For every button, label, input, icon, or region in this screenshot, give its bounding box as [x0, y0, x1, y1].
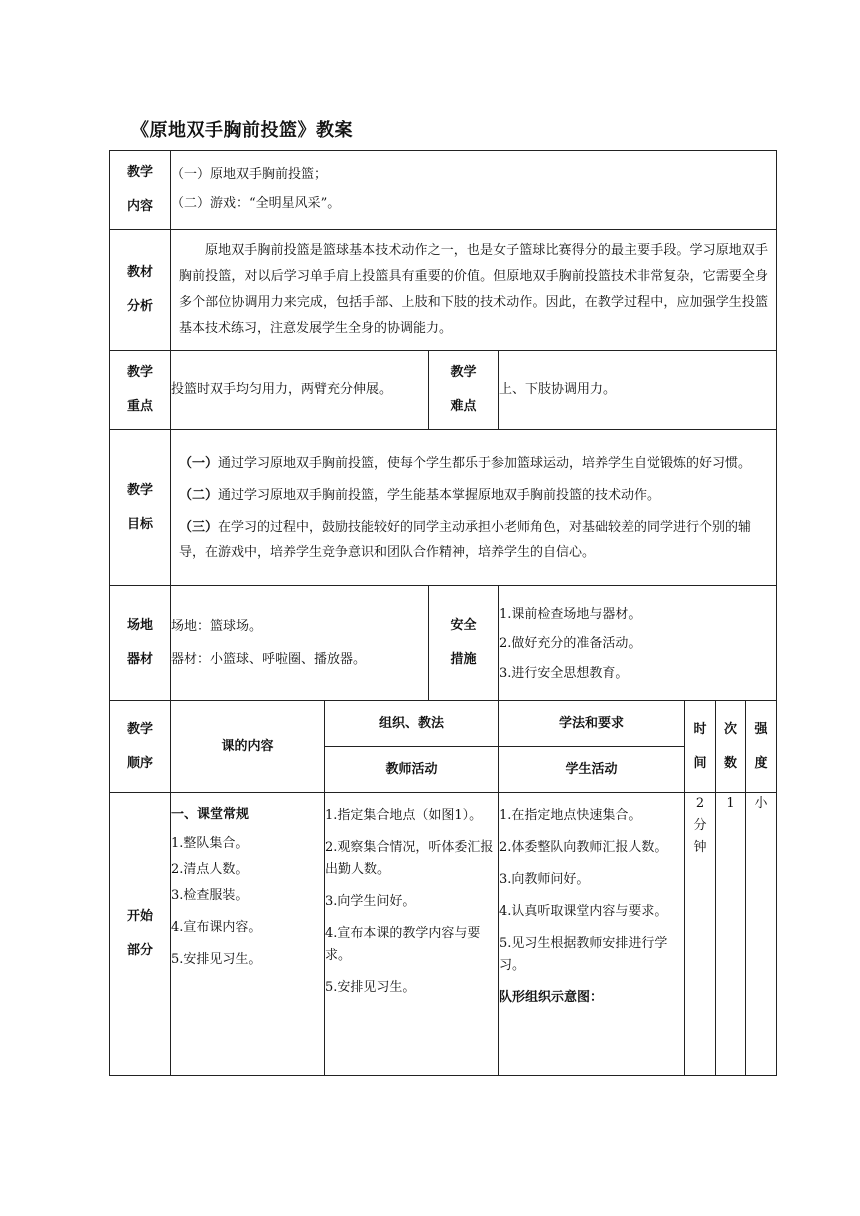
teacher-activity-list [325, 805, 498, 999]
venue-equipment: 器材：小篮球、呼啦圈、播放器。 [171, 652, 367, 667]
list-item: 1.在指定地点快速集合。 [499, 808, 642, 823]
key-points-text: 投篮时双手均匀用力，两臂充分伸展。 [171, 351, 429, 430]
row-analysis [110, 230, 777, 351]
row-order-header [110, 701, 777, 747]
row-start-section [110, 793, 777, 1076]
page-title: 《原地双手胸前投篮》教案 [131, 120, 353, 141]
safety-item: 1.课前检查场地与器材。 [499, 606, 642, 622]
goal-item: （一）通过学习原地双手胸前投篮，使每个学生都乐于参加篮球运动，培养学生自觉锻炼的好习惯。 [179, 455, 752, 471]
order-label: 教学 顺序 [110, 701, 171, 793]
list-item: 3.向学生问好。 [325, 894, 416, 909]
list-item: 2.清点人数。 [171, 861, 249, 877]
lesson-content-header: 课的内容 [171, 701, 325, 793]
row-key-points [110, 351, 777, 430]
analysis-text: 原地双手胸前投篮是篮球基本技术动作之一，也是女子篮球比赛得分的最主要手段。学习原地双手胸前投篮，对以后学习单手肩上投篮具有重要的价值。但原地双手胸前投篮技术非常复杂，它需要全身多个部位协调用力来完成，包括手部、上肢和下肢的技术动作。因此，在教学过程中，应加强学生投篮基本技术练习，注意发展学生全身的协调能力。 [179, 243, 768, 336]
teacher-activity-cell [325, 793, 499, 1076]
safety-item: 2.做好充分的准备活动。 [499, 636, 642, 652]
start-heading: 一、课堂常规 [171, 807, 250, 822]
list-item: 5.安排见习生。 [325, 980, 416, 995]
start-intensity-cell: 小 [746, 793, 777, 1076]
difficulty-label: 教学 难点 [429, 351, 499, 430]
start-time-cell: 2 分 钟 [685, 793, 716, 1076]
row-content [110, 151, 777, 230]
goals-label: 教学 目标 [110, 430, 171, 586]
content-item: （二）游戏：“全明星风采”。 [171, 196, 341, 211]
student-activity-header: 学生活动 [499, 747, 685, 793]
lesson-plan-table [109, 150, 777, 1076]
start-count-cell: 1 [716, 793, 746, 1076]
safety-label: 安全 措施 [429, 586, 499, 701]
content-item: （一）原地双手胸前投篮； [171, 166, 328, 182]
goals-cell [171, 430, 777, 586]
list-item: 4.认真听取课堂内容与要求。 [499, 904, 668, 919]
list-item: 5.见习生根据教师安排进行学习。 [499, 936, 668, 973]
intensity-header: 强 度 [746, 701, 777, 793]
safety-item: 3.进行安全思想教育。 [499, 665, 629, 681]
list-item: 2.体委整队向教师汇报人数。 [499, 840, 668, 855]
list-item: 1.指定集合地点（如图1）。 [325, 808, 483, 823]
content-label: 教学 内容 [110, 151, 171, 230]
row-goals [110, 430, 777, 586]
venue-cell [171, 586, 429, 701]
list-item: 2.观察集合情况，听体委汇报出勤人数。 [325, 840, 494, 877]
list-item: 4.宣布课内容。 [171, 919, 262, 935]
list-item: 5.安排见习生。 [171, 951, 262, 967]
method-header: 学法和要求 [499, 701, 685, 747]
row-venue [110, 586, 777, 701]
difficulty-text: 上、下肢协调用力。 [499, 351, 777, 430]
student-activity-cell [499, 793, 685, 1076]
venue-label: 场地 器材 [110, 586, 171, 701]
start-content-list [171, 833, 324, 971]
venue-site: 场地：篮球场。 [171, 618, 263, 634]
list-item: 3.向教师问好。 [499, 872, 590, 887]
analysis-cell [171, 230, 777, 351]
time-header: 时 间 [685, 701, 716, 793]
formation-label: 队形组织示意图： [499, 990, 604, 1005]
analysis-label: 教材 分析 [110, 230, 171, 351]
list-item: 4.宣布本课的教学内容与要求。 [325, 926, 481, 963]
teacher-activity-header: 教师活动 [325, 747, 499, 793]
count-header: 次 数 [716, 701, 746, 793]
org-header: 组织、教法 [325, 701, 499, 747]
goal-item: （二）通过学习原地双手胸前投篮，学生能基本掌握原地双手胸前投篮的技术动作。 [179, 487, 661, 503]
key-points-label: 教学 重点 [110, 351, 171, 430]
start-content-cell [171, 793, 325, 1076]
goal-item: （三）在学习的过程中，鼓励技能较好的同学主动承担小老师角色，对基础较差的同学进行个别的辅导，在游戏中，培养学生竞争意识和团队合作精神，培养学生的自信心。 [179, 519, 752, 560]
list-item: 3.检查服装。 [171, 887, 249, 903]
content-cell [171, 151, 777, 230]
list-item: 1.整队集合。 [171, 835, 249, 851]
safety-cell [499, 586, 777, 701]
start-section-label: 开始 部分 [110, 793, 171, 1076]
student-activity-list [499, 805, 684, 1009]
